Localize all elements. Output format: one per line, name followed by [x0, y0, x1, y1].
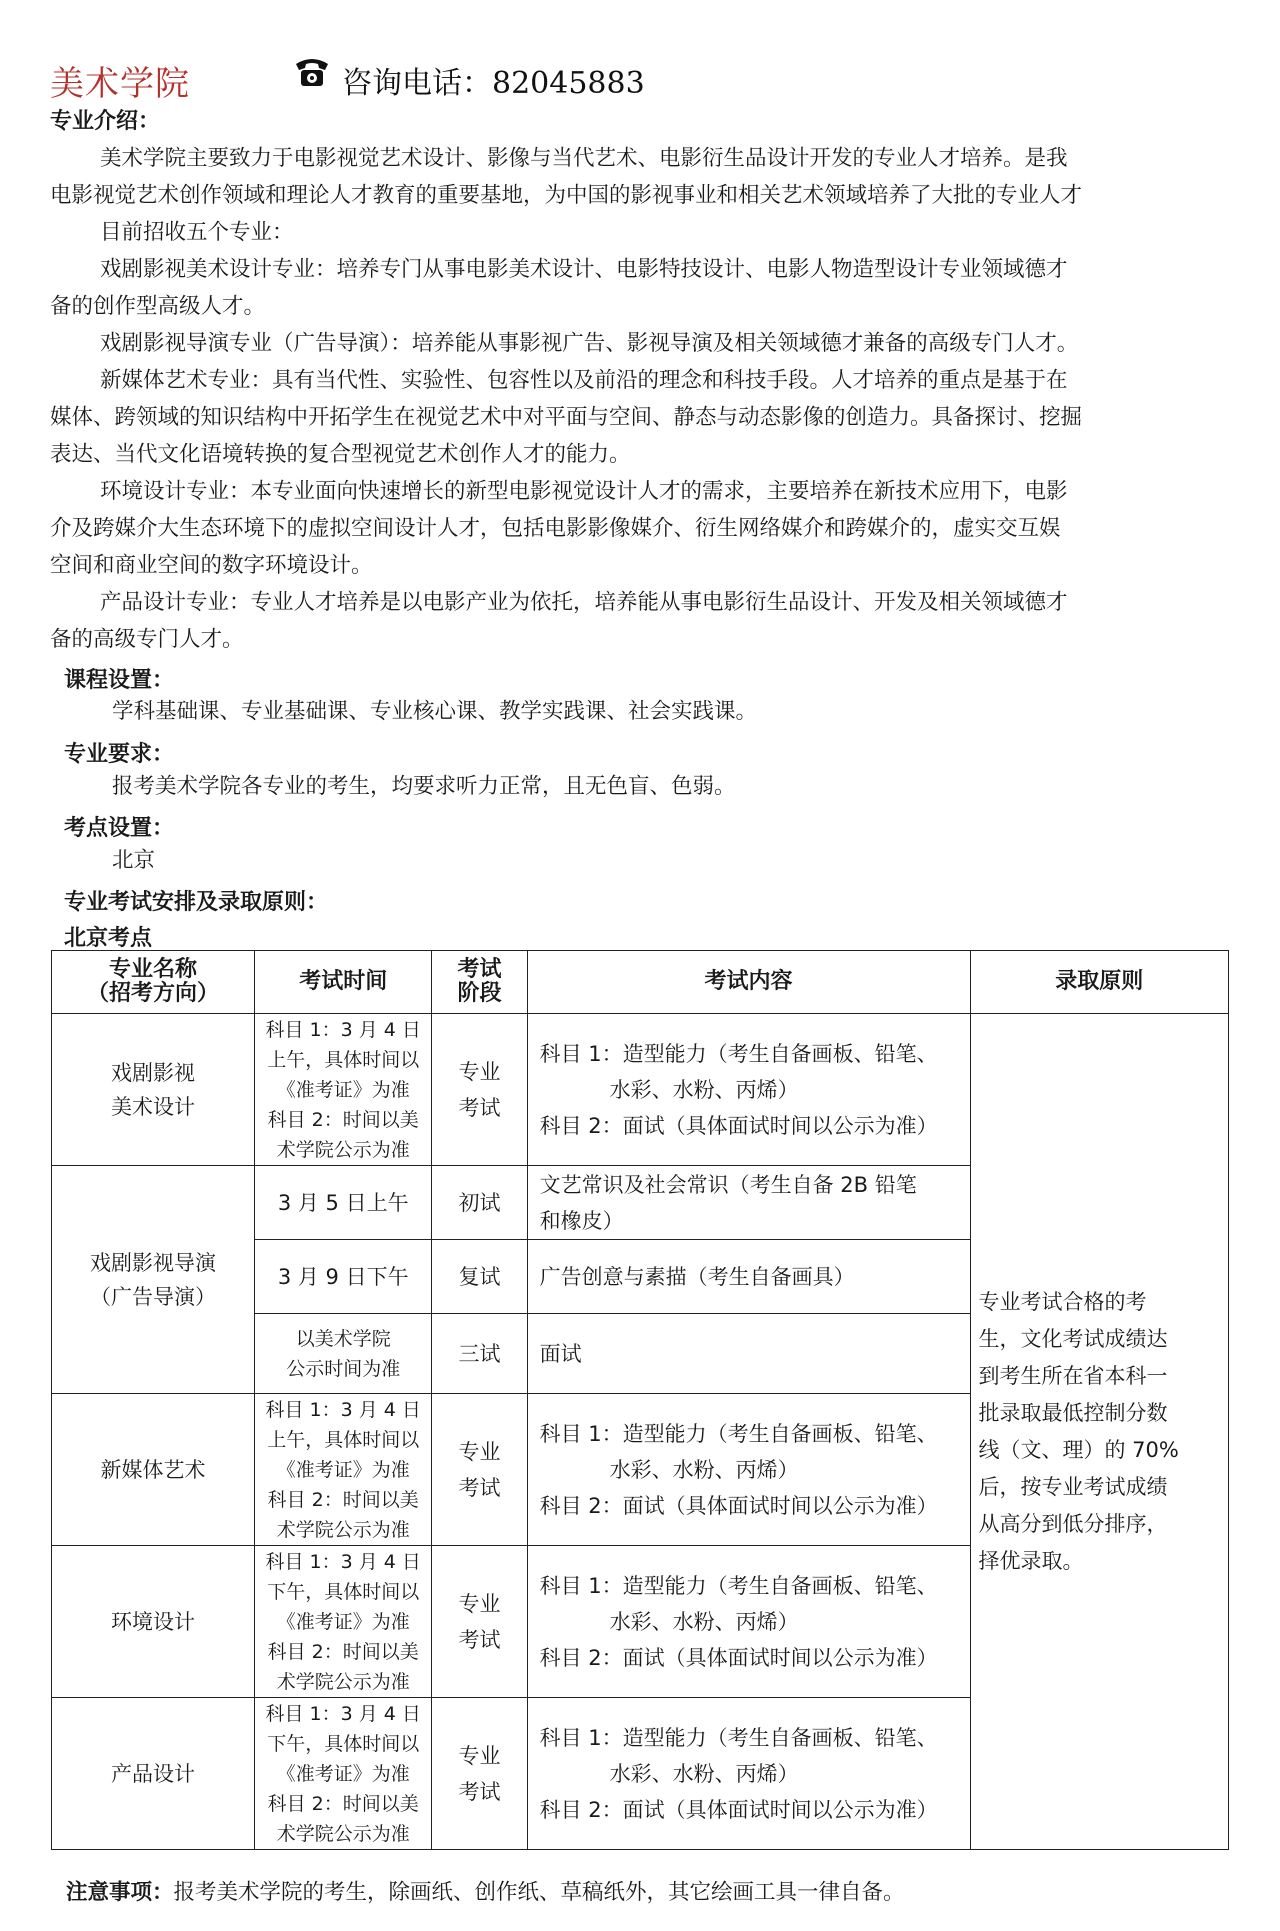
exam-time-cell — [254, 1698, 431, 1850]
major-name-line: （广告导演） — [89, 1284, 216, 1309]
phone-label: 咨询电话： — [342, 66, 492, 101]
stage-line: 考试 — [458, 1095, 501, 1120]
header-stage-line: 考试 — [457, 957, 502, 982]
time-line: 术学院公示为准 — [276, 1822, 410, 1845]
content-line: 和橡皮） — [539, 1208, 624, 1233]
intro-title: 专业介绍： — [50, 109, 161, 134]
rule-line: 从高分到低分排序， — [978, 1511, 1168, 1536]
exam-stage-cell — [432, 1394, 527, 1546]
arrangement-title: 专业考试安排及录取原则： — [64, 890, 329, 915]
content-line: 科目 2：面试（具体面试时间以公示为准） — [539, 1113, 938, 1138]
exam-time-cell — [254, 1314, 431, 1394]
intro-line: 表达、当代文化语境转换的复合型视觉艺术创作人才的能力。 — [50, 442, 631, 467]
header-name-line: 专业名称 — [108, 957, 197, 982]
rule-line: 专业考试合格的考 — [978, 1289, 1147, 1314]
header-content: 考试内容 — [527, 951, 970, 1014]
phone-line — [342, 58, 645, 102]
time-line: 科目 2：时间以美 — [267, 1488, 419, 1511]
exam-time-cell — [254, 1394, 431, 1546]
exam-content-cell — [527, 1698, 970, 1850]
intro-body — [50, 140, 1188, 658]
header-stage — [432, 951, 527, 1014]
content-line: 科目 1：造型能力（考生自备画板、铅笔、 — [539, 1041, 938, 1066]
time-line: 术学院公示为准 — [276, 1138, 410, 1161]
exam-site-title: 考点设置： — [64, 816, 175, 841]
intro-line: 戏剧影视美术设计专业：培养专门从事电影美术设计、电影特技设计、电影人物造型设计专业领域德才 — [100, 257, 1068, 282]
intro-line: 戏剧影视导演专业（广告导演）：培养能从事影视广告、影视导演及相关领域德才兼备的高级专门人才。 — [100, 331, 1079, 356]
exam-site-label: 北京考点 — [64, 926, 153, 951]
intro-line: 介及跨媒介大生态环境下的虚拟空间设计人才，包括电影影像媒介、衍生网络媒介和跨媒介的，虚实交互娱 — [50, 516, 1061, 541]
time-line: 科目 1：3 月 4 日 — [265, 1398, 421, 1421]
table-row — [52, 1014, 1229, 1166]
exam-stage-cell: 复试 — [432, 1240, 527, 1314]
table-header-row — [52, 951, 1229, 1014]
rule-line: 后，按专业考试成绩 — [978, 1474, 1168, 1499]
admission-rule-cell — [970, 1014, 1229, 1850]
header-name-line: （招考方向） — [86, 981, 219, 1006]
time-line: 上午，具体时间以 — [267, 1048, 420, 1071]
stage-line: 考试 — [458, 1627, 501, 1652]
major-name-line: 戏剧影视导演 — [89, 1250, 216, 1275]
exam-time-cell — [254, 1546, 431, 1698]
intro-line: 环境设计专业：本专业面向快速增长的新型电影视觉设计人才的需求，主要培养在新技术应用下，电影 — [100, 479, 1068, 504]
content-line: 水彩、水粉、丙烯） — [609, 1457, 799, 1482]
time-line: 术学院公示为准 — [276, 1670, 410, 1693]
requirements-title: 专业要求： — [64, 742, 175, 767]
header-name — [52, 951, 255, 1014]
stage-line: 专业 — [458, 1743, 501, 1768]
intro-line: 电影视觉艺术创作领域和理论人才教育的重要基地，为中国的影视事业和相关艺术领域培养了大批的专业人才 — [50, 183, 1083, 208]
college-title: 美术学院 — [50, 64, 190, 104]
exam-stage-cell — [432, 1546, 527, 1698]
courses-text: 学科基础课、专业基础课、专业核心课、教学实践课、社会实践课。 — [112, 699, 758, 724]
header-stage-line: 阶段 — [457, 981, 502, 1006]
intro-line: 目前招收五个专业： — [100, 220, 294, 245]
time-line: 下午，具体时间以 — [267, 1580, 420, 1603]
exam-stage-cell: 三试 — [432, 1314, 527, 1394]
exam-content-cell — [527, 1014, 970, 1166]
exam-content-cell: 广告创意与素描（考生自备画具） — [527, 1240, 970, 1314]
header-time: 考试时间 — [254, 951, 431, 1014]
content-line: 水彩、水粉、丙烯） — [609, 1609, 799, 1634]
note — [66, 1875, 905, 1906]
exam-stage-cell — [432, 1014, 527, 1166]
rule-line: 生，文化考试成绩达 — [978, 1326, 1168, 1351]
major-name-cell: 产品设计 — [52, 1698, 255, 1850]
stage-line: 考试 — [458, 1779, 501, 1804]
header-rule: 录取原则 — [970, 951, 1229, 1014]
major-name-cell: 环境设计 — [52, 1546, 255, 1698]
intro-line: 新媒体艺术专业：具有当代性、实验性、包容性以及前沿的理念和科技手段。人才培养的重点是基于在 — [100, 368, 1068, 393]
exam-time-cell — [254, 1014, 431, 1166]
content-line: 水彩、水粉、丙烯） — [609, 1077, 799, 1102]
time-line: 《准考证》为准 — [276, 1458, 410, 1481]
rule-line: 到考生所在省本科一 — [978, 1363, 1168, 1388]
exam-site-text: 北京 — [112, 848, 156, 873]
major-name-line: 美术设计 — [110, 1094, 195, 1119]
stage-line: 专业 — [458, 1591, 501, 1616]
time-line: 科目 1：3 月 4 日 — [265, 1550, 421, 1573]
time-line: 科目 2：时间以美 — [267, 1108, 419, 1131]
stage-line: 考试 — [458, 1475, 501, 1500]
time-line: 《准考证》为准 — [276, 1610, 410, 1633]
content-line: 文艺常识及社会常识（考生自备 2B 铅笔 — [539, 1172, 917, 1197]
intro-line: 备的高级专门人才。 — [50, 627, 244, 652]
rule-line: 批录取最低控制分数 — [978, 1400, 1168, 1425]
stage-line: 专业 — [458, 1059, 501, 1084]
time-line: 下午，具体时间以 — [267, 1732, 420, 1755]
note-label: 注意事项： — [66, 1880, 174, 1905]
stage-line: 专业 — [458, 1439, 501, 1464]
time-line: 科目 1：3 月 4 日 — [265, 1018, 421, 1041]
exam-stage-cell: 初试 — [432, 1166, 527, 1240]
time-line: 以美术学院 — [295, 1327, 391, 1350]
time-line: 术学院公示为准 — [276, 1518, 410, 1541]
content-line: 科目 2：面试（具体面试时间以公示为准） — [539, 1645, 938, 1670]
time-line: 《准考证》为准 — [276, 1762, 410, 1785]
telephone-icon — [292, 52, 332, 92]
major-name-cell — [52, 1166, 255, 1394]
intro-line: 产品设计专业：专业人才培养是以电影产业为依托，培养能从事电影衍生品设计、开发及相关领域德才 — [100, 590, 1068, 615]
intro-line: 美术学院主要致力于电影视觉艺术设计、影像与当代艺术、电影衍生品设计开发的专业人才培养。是我 — [100, 146, 1068, 171]
requirements-text: 报考美术学院各专业的考生，均要求听力正常，且无色盲、色弱。 — [112, 774, 736, 799]
exam-content-cell — [527, 1166, 970, 1240]
exam-time-cell: 3 月 9 日下午 — [254, 1240, 431, 1314]
rule-line: 线（文、理）的 70% — [978, 1437, 1179, 1462]
exam-table — [51, 950, 1229, 1850]
courses-title: 课程设置： — [64, 668, 175, 693]
exam-time-cell: 3 月 5 日上午 — [254, 1166, 431, 1240]
phone-number: 82045883 — [492, 66, 645, 101]
rule-line: 择优录取。 — [978, 1548, 1084, 1573]
header — [50, 52, 1230, 112]
intro-line: 备的创作型高级人才。 — [50, 294, 266, 319]
time-line: 科目 1：3 月 4 日 — [265, 1702, 421, 1725]
major-name-cell — [52, 1014, 255, 1166]
time-line: 上午，具体时间以 — [267, 1428, 420, 1451]
exam-stage-cell — [432, 1698, 527, 1850]
content-line: 科目 2：面试（具体面试时间以公示为准） — [539, 1493, 938, 1518]
time-line: 科目 2：时间以美 — [267, 1792, 419, 1815]
exam-content-cell — [527, 1546, 970, 1698]
intro-line: 媒体、跨领域的知识结构中开拓学生在视觉艺术中对平面与空间、静态与动态影像的创造力。具备探讨、挖掘 — [50, 405, 1083, 430]
note-text: 报考美术学院的考生，除画纸、创作纸、草稿纸外，其它绘画工具一律自备。 — [173, 1880, 905, 1905]
exam-content-cell — [527, 1394, 970, 1546]
major-name-cell: 新媒体艺术 — [52, 1394, 255, 1546]
content-line: 科目 1：造型能力（考生自备画板、铅笔、 — [539, 1421, 938, 1446]
major-name-line: 戏剧影视 — [110, 1060, 195, 1085]
time-line: 公示时间为准 — [286, 1357, 401, 1380]
exam-content-cell: 面试 — [527, 1314, 970, 1394]
time-line: 科目 2：时间以美 — [267, 1640, 419, 1663]
intro-line: 空间和商业空间的数字环境设计。 — [50, 553, 373, 578]
content-line: 水彩、水粉、丙烯） — [609, 1761, 799, 1786]
time-line: 《准考证》为准 — [276, 1078, 410, 1101]
content-line: 科目 1：造型能力（考生自备画板、铅笔、 — [539, 1725, 938, 1750]
content-line: 科目 2：面试（具体面试时间以公示为准） — [539, 1797, 938, 1822]
content-line: 科目 1：造型能力（考生自备画板、铅笔、 — [539, 1573, 938, 1598]
